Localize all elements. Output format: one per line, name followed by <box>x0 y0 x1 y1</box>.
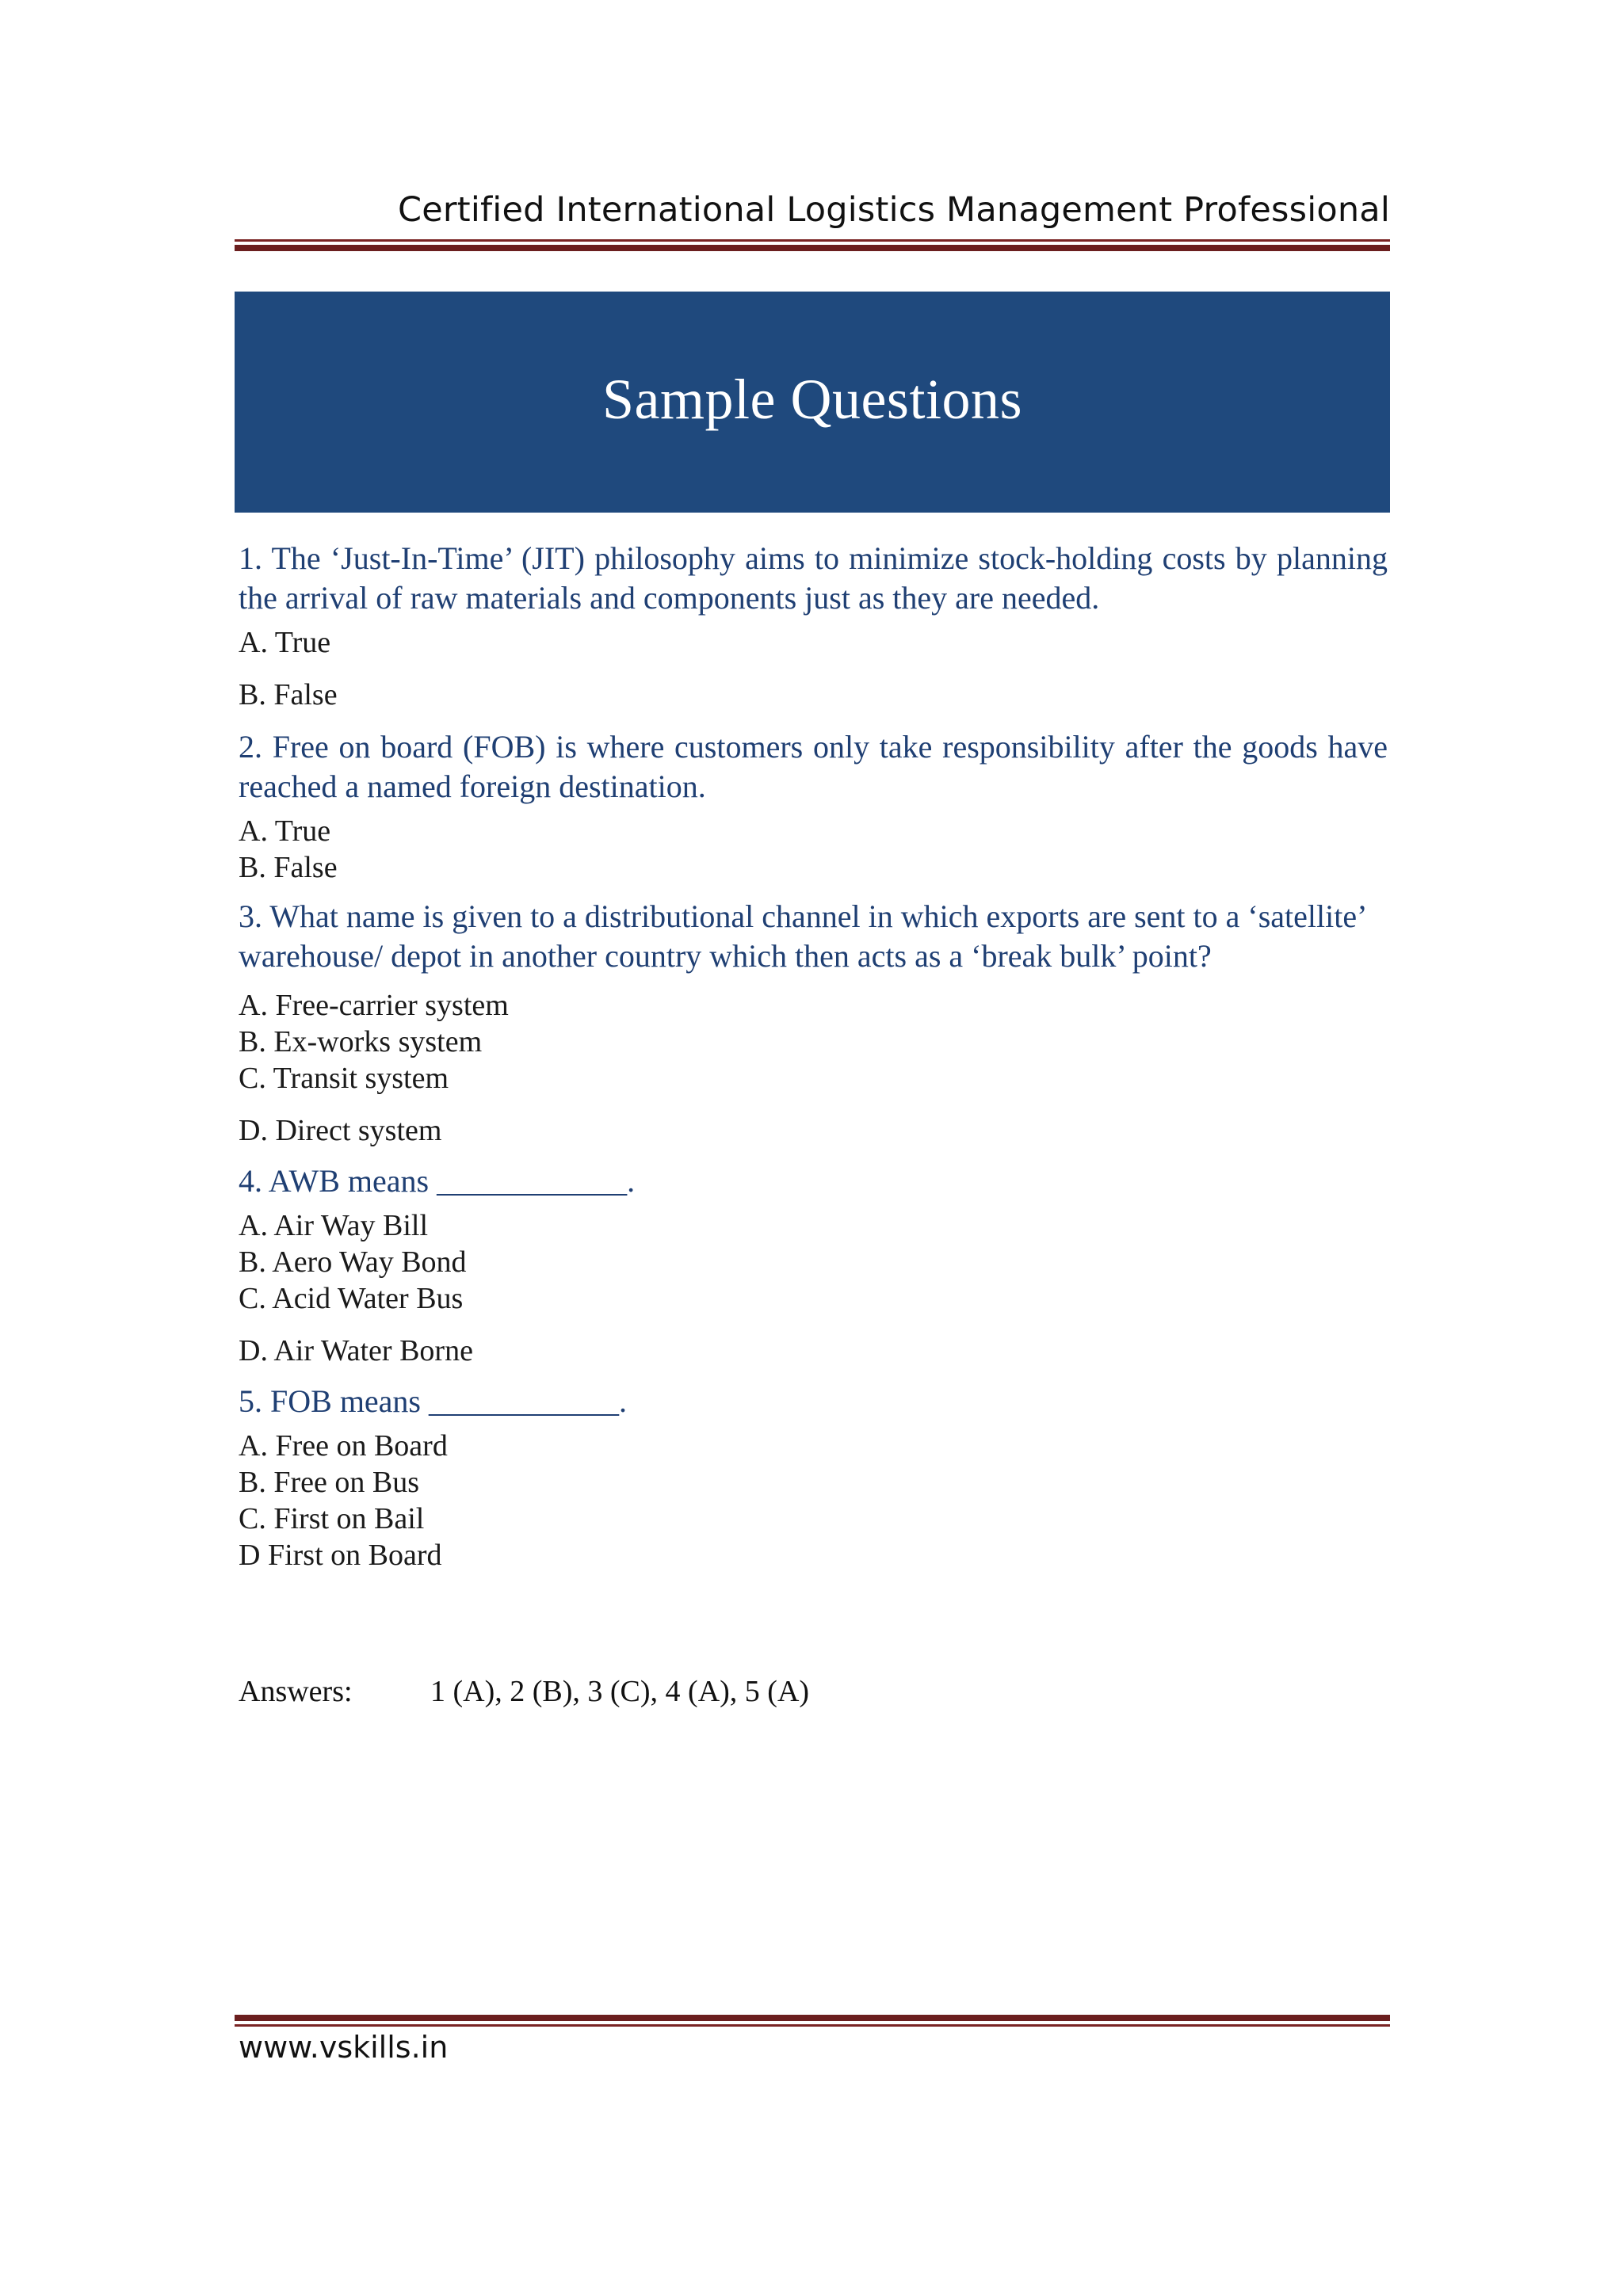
header-divider <box>235 239 1390 251</box>
question-5-option-b: B. Free on Bus <box>239 1466 419 1499</box>
questions-section <box>239 539 1388 1573</box>
answer-key-value: 1 (A), 2 (B), 3 (C), 4 (A), 5 (A) <box>430 1675 810 1708</box>
question-5-option-d: D First on Board <box>239 1539 442 1572</box>
question-3-option-d: D. Direct system <box>239 1114 442 1147</box>
question-2-option-b: B. False <box>239 851 338 884</box>
question-3-option-a: A. Free-carrier system <box>239 989 509 1022</box>
question-2-option-a: A. True <box>239 814 331 848</box>
footer-divider <box>235 2015 1390 2027</box>
question-4: 4. AWB means ____________. <box>239 1163 636 1199</box>
question-5-option-a: A. Free on Board <box>239 1429 448 1463</box>
question-4-option-c: C. Acid Water Bus <box>239 1282 464 1315</box>
question-1-option-a: A. True <box>239 626 331 659</box>
footer-website-link[interactable]: www.vskills.in <box>239 2030 449 2065</box>
question-3: 3. What name is given to a distributional channel in which exports are sent to a ‘satellite’ warehouse/ depot in another country which then acts as a ‘break bulk’ point? <box>239 898 1365 974</box>
header-title: Certified International Logistics Management Professional <box>398 190 1390 230</box>
question-4-option-b: B. Aero Way Bond <box>239 1245 467 1279</box>
answer-key <box>239 1673 809 1710</box>
question-3-option-b: B. Ex-works system <box>239 1025 483 1058</box>
question-5-option-c: C. First on Bail <box>239 1502 425 1535</box>
question-4-option-a: A. Air Way Bill <box>239 1209 429 1242</box>
question-5: 5. FOB means ____________. <box>239 1383 627 1419</box>
question-1: 1. The ‘Just-In-Time’ (JIT) philosophy aims to minimize stock-holding costs by planning the arrival of raw materials and components just as they are needed. <box>239 540 1388 616</box>
question-2: 2. Free on board (FOB) is where customers only take responsibility after the goods have reached a named foreign destination. <box>239 729 1388 804</box>
question-4-option-d: D. Air Water Borne <box>239 1334 473 1367</box>
banner-title: Sample Questions <box>602 368 1022 431</box>
answer-key-label: Answers: <box>239 1675 353 1708</box>
question-3-option-c: C. Transit system <box>239 1062 449 1095</box>
title-banner <box>235 292 1390 513</box>
question-1-option-b: B. False <box>239 678 338 711</box>
